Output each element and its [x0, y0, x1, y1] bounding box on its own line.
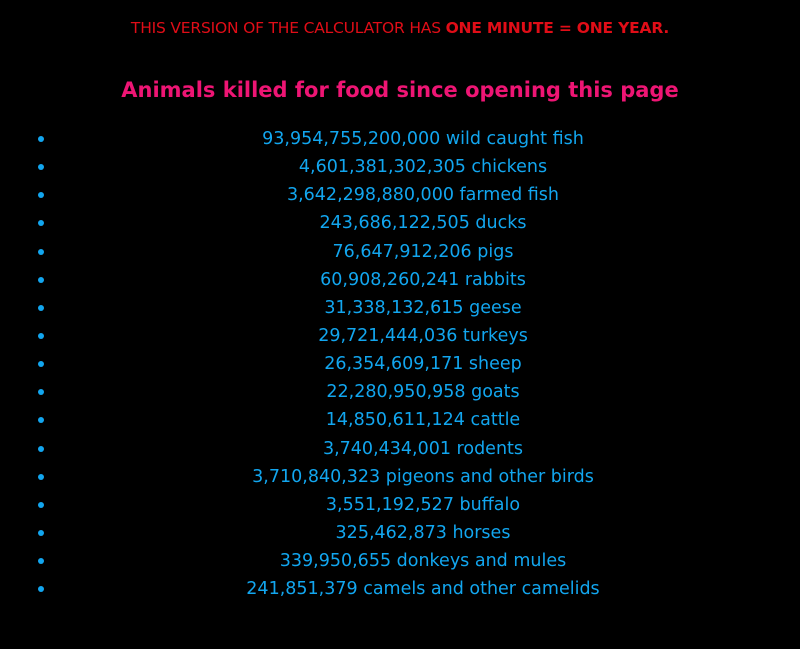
bullet-icon — [38, 249, 44, 255]
page-heading: Animals killed for food since opening this page — [121, 78, 679, 102]
bullet-icon — [38, 530, 44, 536]
bullet-icon — [38, 417, 44, 423]
notice-prefix: THIS VERSION OF THE CALCULATOR HAS — [130, 19, 446, 37]
list-item-text: 3,642,298,880,000 farmed fish — [286, 185, 560, 206]
bullet-icon — [38, 389, 44, 395]
bullet-icon — [38, 277, 44, 283]
list-item — [0, 153, 800, 181]
list-item-text: 243,686,122,505 ducks — [319, 213, 527, 234]
list-item-text: 3,551,192,527 buffalo — [325, 494, 521, 515]
list-item — [0, 238, 800, 266]
list-item-text: 22,280,950,958 goats — [326, 382, 520, 403]
list-item — [0, 350, 800, 378]
list-item — [0, 378, 800, 406]
list-item — [0, 294, 800, 322]
notice-emphasis: ONE MINUTE = ONE YEAR. — [445, 19, 670, 37]
calculator-version-notice — [0, 19, 800, 37]
bullet-icon — [38, 446, 44, 452]
bullet-icon — [38, 164, 44, 170]
list-item — [0, 547, 800, 575]
list-item — [0, 463, 800, 491]
bullet-icon — [38, 586, 44, 592]
list-item-text: 93,954,755,200,000 wild caught fish — [262, 129, 584, 149]
list-item-text: 14,850,611,124 cattle — [325, 410, 521, 431]
list-item-text: 4,601,381,302,305 chickens — [298, 157, 548, 178]
bullet-icon — [38, 361, 44, 367]
list-item-text: 60,908,260,241 rabbits — [320, 269, 526, 290]
list-item-text: 3,710,840,323 pigeons and other birds — [252, 466, 594, 487]
list-item — [0, 435, 800, 463]
list-item — [0, 209, 800, 237]
list-item-text: 241,851,379 camels and other camelids — [246, 579, 600, 600]
list-item-text: 26,354,609,171 sheep — [324, 354, 522, 375]
list-item — [0, 181, 800, 209]
bullet-icon — [38, 558, 44, 564]
animal-count-list — [0, 125, 800, 603]
list-item-text: 325,462,873 horses — [335, 522, 511, 543]
list-item — [0, 519, 800, 547]
bullet-icon — [38, 136, 44, 142]
bullet-icon — [38, 305, 44, 311]
list-item — [0, 266, 800, 294]
list-item-text: 76,647,912,206 pigs — [332, 241, 514, 262]
bullet-icon — [38, 333, 44, 339]
list-item — [0, 125, 800, 153]
bullet-icon — [38, 474, 44, 480]
list-item — [0, 491, 800, 519]
list-item — [0, 406, 800, 434]
bullet-icon — [38, 192, 44, 198]
bullet-icon — [38, 502, 44, 508]
list-item-text: 3,740,434,001 rodents — [322, 438, 524, 459]
list-item-text: 339,950,655 donkeys and mules — [279, 551, 567, 572]
list-item-text: 29,721,444,036 turkeys — [318, 325, 528, 346]
list-item — [0, 575, 800, 603]
list-item — [0, 322, 800, 350]
list-item-text: 31,338,132,615 geese — [324, 297, 522, 318]
bullet-icon — [38, 220, 44, 226]
